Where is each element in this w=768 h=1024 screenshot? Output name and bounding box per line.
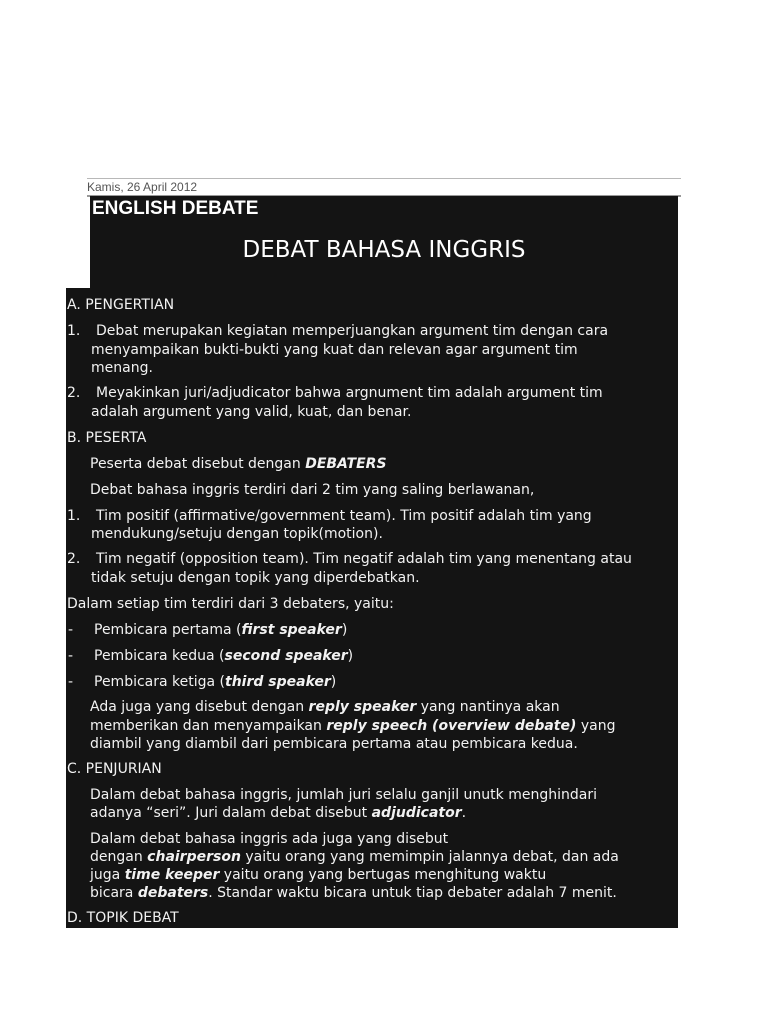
speaker-item: Pembicara kedua (second speaker)	[94, 648, 354, 664]
list-dash: -	[68, 648, 74, 664]
reply-line: diambil yang diambil dari pembicara pertama atau pembicara kedua.	[90, 736, 578, 752]
section-heading-penjurian: C. PENJURIAN	[67, 761, 162, 777]
title-indonesian: DEBAT BAHASA INGGRIS	[242, 237, 526, 263]
speaker-item: Pembicara ketiga (third speaker)	[94, 674, 337, 690]
peserta-line: Dalam setiap tim terdiri dari 3 debaters, yaitu:	[67, 596, 394, 612]
list-number: 1.	[67, 508, 81, 524]
pengertian-line: Debat merupakan kegiatan memperjuangkan argument tim dengan cara	[96, 323, 609, 339]
section-heading-topik: D. TOPIK DEBAT	[67, 910, 179, 926]
section-heading-pengertian: A. PENGERTIAN	[67, 297, 175, 313]
penjurian-line: juga time keeper yaitu orang yang bertugas menghitung waktu	[90, 867, 547, 883]
peserta-line: Tim positif (affirmative/government team). Tim positif adalah tim yang	[96, 508, 592, 524]
peserta-line: Peserta debat disebut dengan DEBATERS	[90, 456, 387, 472]
peserta-line: mendukung/setuju dengan topik(motion).	[91, 526, 383, 542]
speaker-item: Pembicara pertama (first speaker)	[94, 622, 348, 638]
pengertian-line: adalah argument yang valid, kuat, dan benar.	[91, 404, 412, 420]
title-english: ENGLISH DEBATE	[92, 198, 259, 219]
pengertian-line: menyampaikan bukti-bukti yang kuat dan relevan agar argument tim	[91, 342, 578, 358]
penjurian-line: bicara debaters. Standar waktu bicara untuk tiap debater adalah 7 menit.	[90, 885, 617, 901]
penjurian-line: Dalam debat bahasa inggris ada juga yang disebut	[90, 831, 449, 847]
peserta-line: Debat bahasa inggris terdiri dari 2 tim yang saling berlawanan,	[90, 482, 535, 498]
reply-line: memberikan dan menyampaikan reply speech (overview debate) yang	[90, 718, 616, 734]
peserta-line: Tim negatif (opposition team). Tim negatif adalah tim yang menentang atau	[96, 551, 632, 567]
penjurian-line: dengan chairperson yaitu orang yang memimpin jalannya debat, dan ada	[90, 849, 619, 865]
reply-line: Ada juga yang disebut dengan reply speaker yang nantinya akan	[90, 699, 560, 715]
list-number: 1.	[67, 323, 81, 339]
list-number: 2.	[67, 385, 81, 401]
post-date: Kamis, 26 April 2012	[87, 178, 681, 197]
list-dash: -	[68, 622, 74, 638]
pengertian-line: menang.	[91, 360, 153, 376]
list-number: 2.	[67, 551, 81, 567]
pengertian-line: Meyakinkan juri/adjudicator bahwa argnument tim adalah argument tim	[96, 385, 603, 401]
penjurian-line: Dalam debat bahasa inggris, jumlah juri selalu ganjil unutk menghindari	[90, 787, 597, 803]
section-heading-peserta: B. PESERTA	[67, 430, 147, 446]
peserta-line: tidak setuju dengan topik yang diperdebatkan.	[91, 570, 420, 586]
list-dash: -	[68, 674, 74, 690]
penjurian-line: adanya “seri”. Juri dalam debat disebut adjudicator.	[90, 805, 467, 821]
